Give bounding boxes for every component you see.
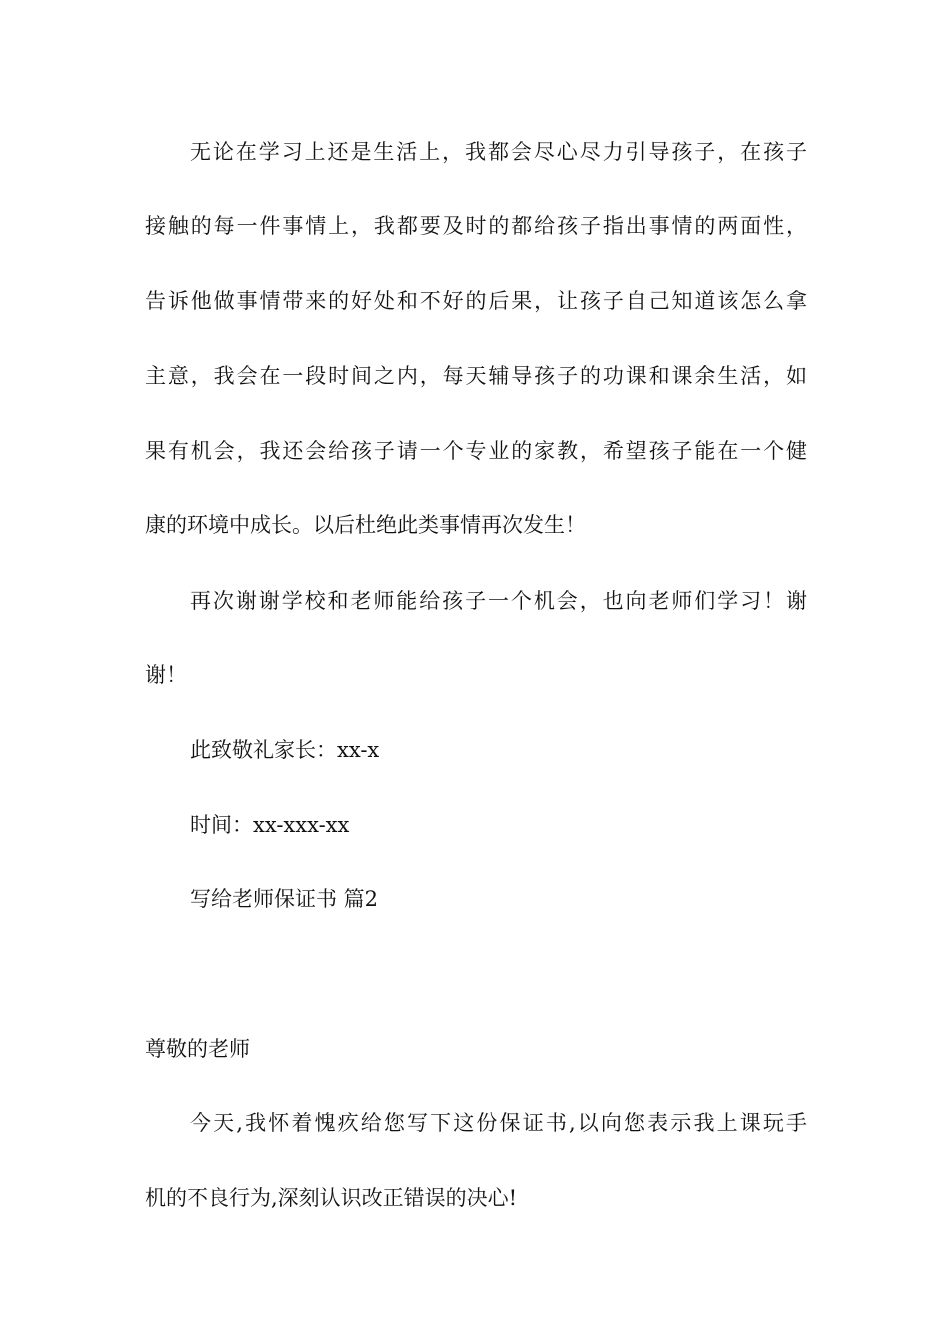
section-heading: 写给老师保证书 篇2	[190, 887, 379, 911]
salutation: 尊敬的老师	[145, 1037, 250, 1061]
paragraph-3-line-1: 今天,我怀着愧疚给您写下这份保证书,以向您表示我上课玩手	[190, 1111, 807, 1135]
paragraph-1-line-3: 告诉他做事情带来的好处和不好的后果，让孩子自己知道该怎么拿	[145, 289, 807, 313]
paragraph-2-line-2: 谢！	[145, 663, 187, 687]
paragraph-1-line-2: 接触的每一件事情上，我都要及时的都给孩子指出事情的两面性，	[145, 214, 807, 238]
paragraph-1-line-4: 主意，我会在一段时间之内，每天辅导孩子的功课和课余生活，如	[145, 364, 807, 388]
paragraph-1-line-1: 无论在学习上还是生活上，我都会尽心尽力引导孩子，在孩子	[190, 140, 807, 164]
paragraph-3-line-2: 机的不良行为,深刻认识改正错误的决心!	[145, 1186, 518, 1210]
date-line: 时间：xx-xxx-xx	[190, 813, 350, 837]
paragraph-2-line-1: 再次谢谢学校和老师能给孩子一个机会，也向老师们学习！谢	[190, 589, 807, 613]
closing-line: 此致敬礼家长：xx-x	[190, 738, 380, 762]
paragraph-1-line-6: 康的环境中成长。以后杜绝此类事情再次发生！	[145, 513, 586, 537]
paragraph-1-line-5: 果有机会，我还会给孩子请一个专业的家教，希望孩子能在一个健	[145, 439, 807, 463]
